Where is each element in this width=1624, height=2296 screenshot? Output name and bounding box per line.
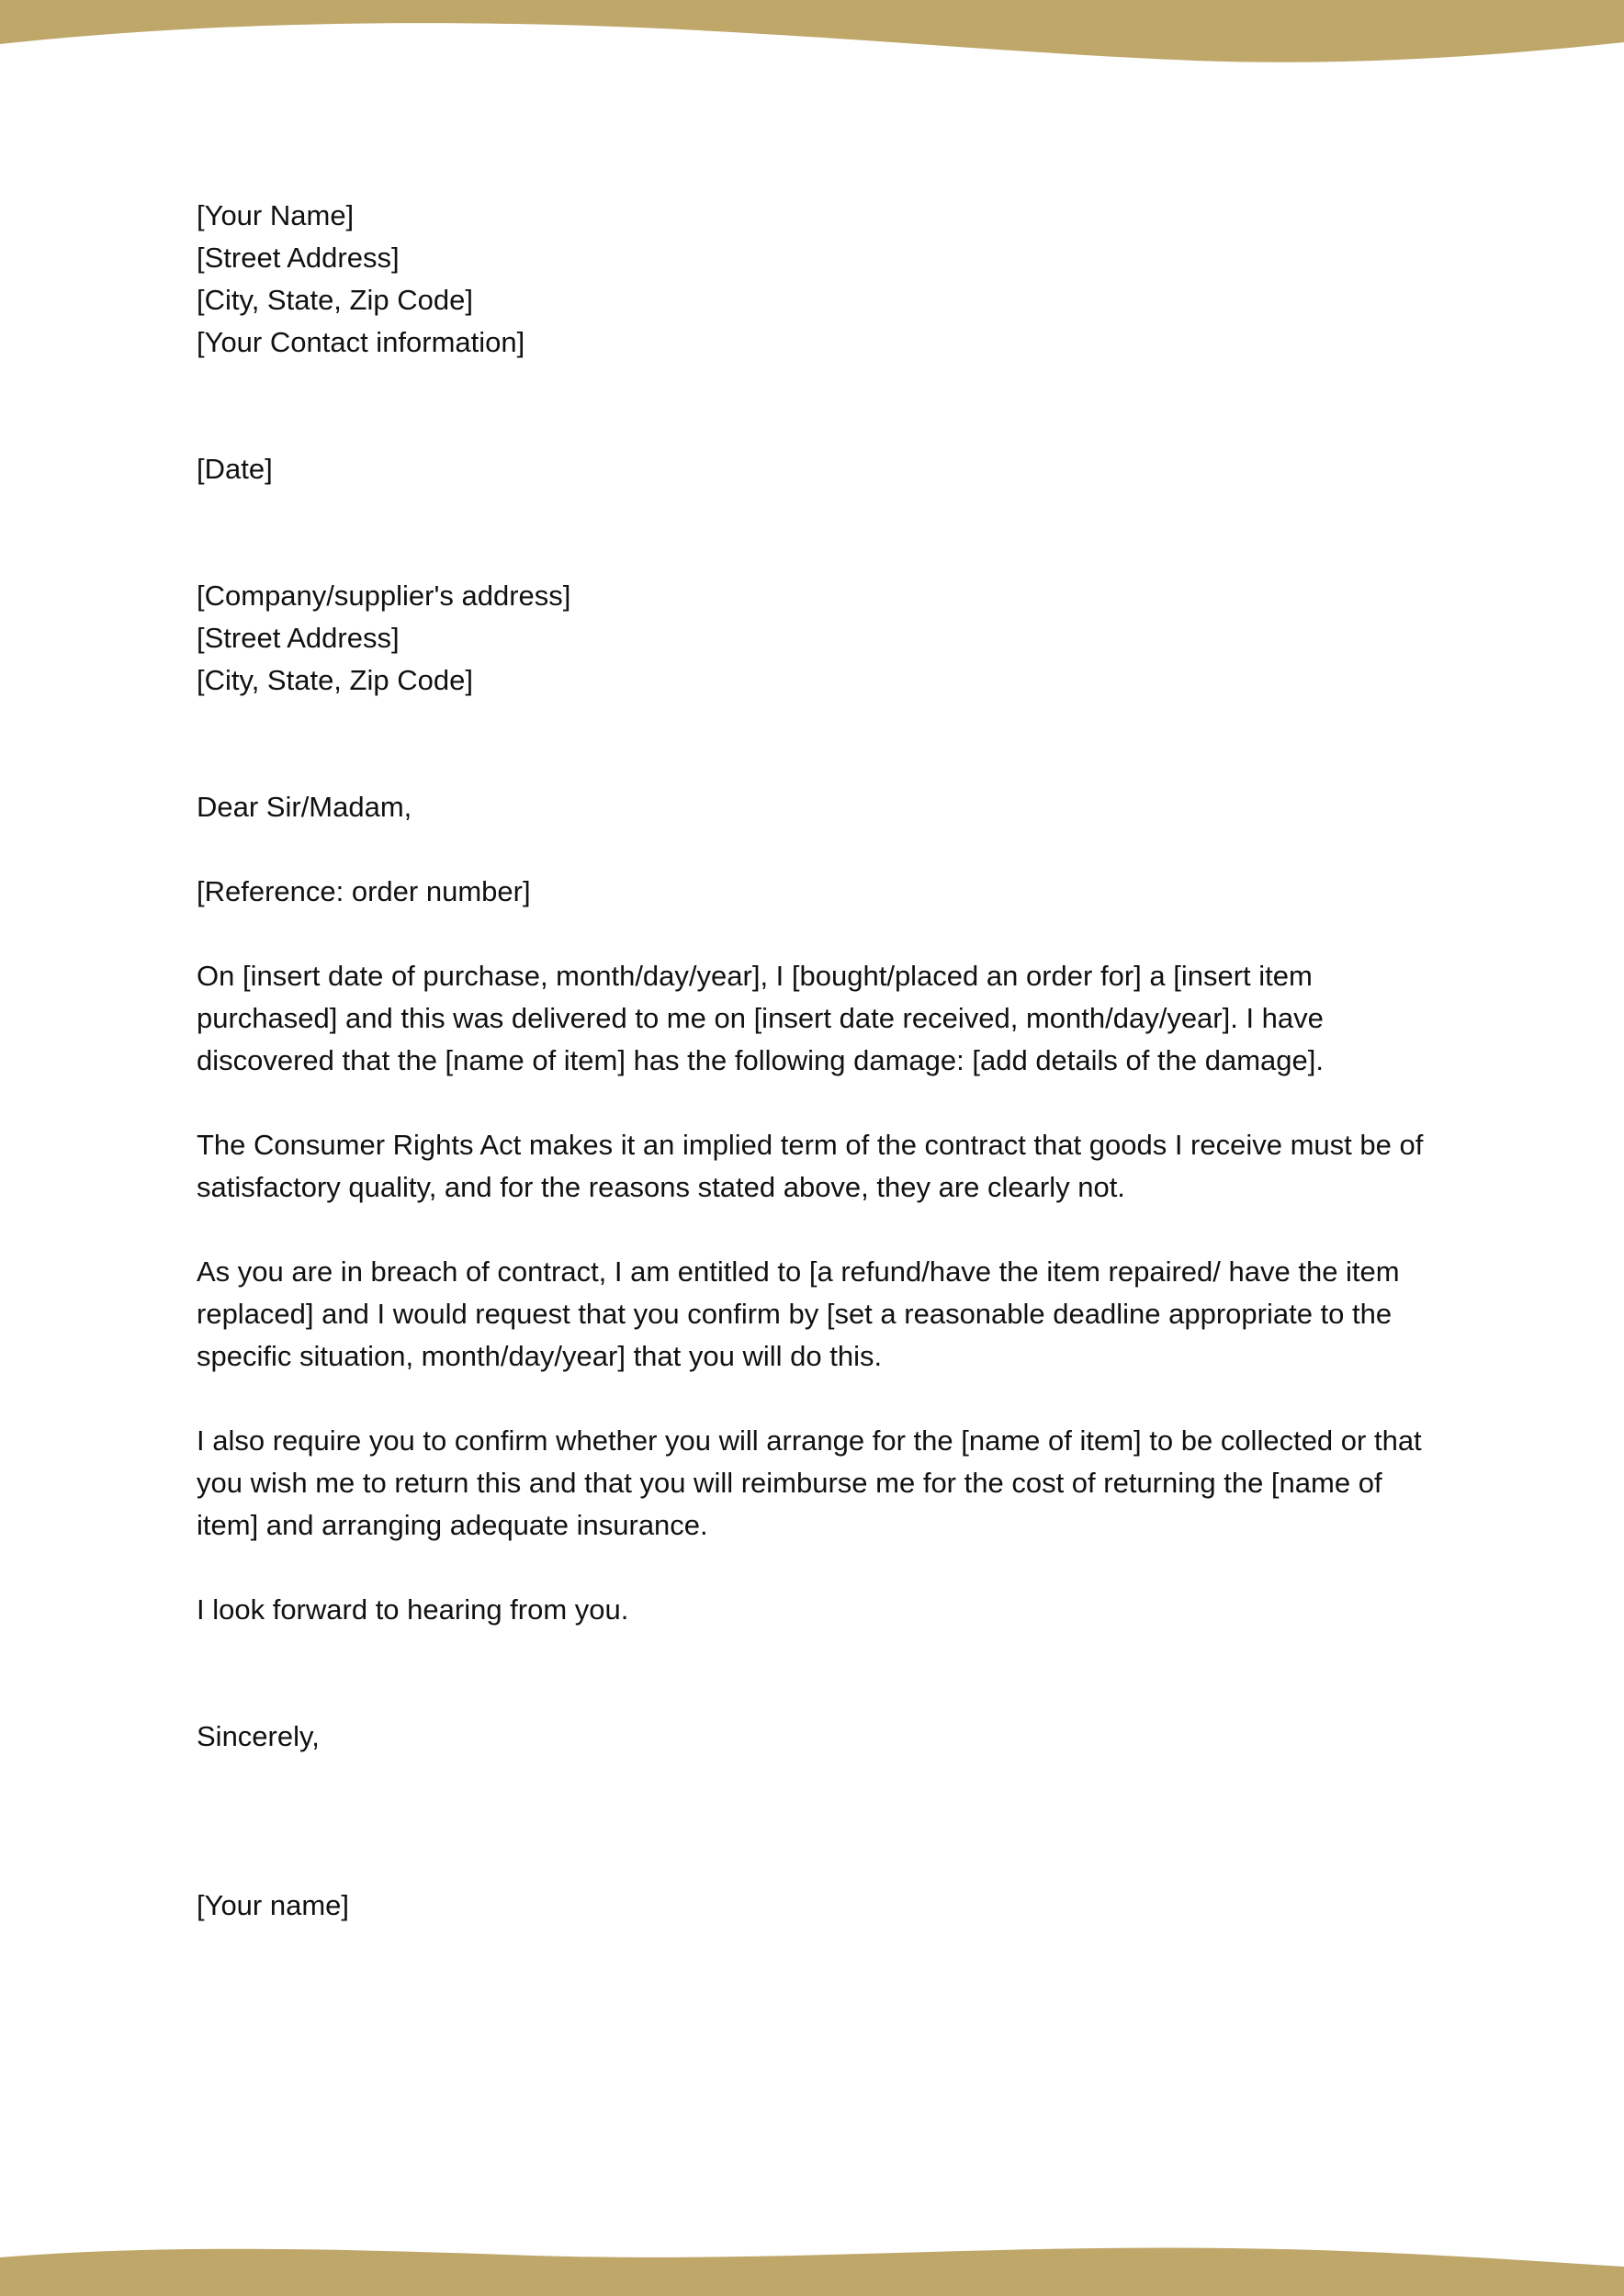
reference-line: [Reference: order number] bbox=[197, 875, 531, 907]
body-paragraph-2-line: The Consumer Rights Act makes it an implied term of the contract that goods I receive must be of bbox=[197, 1129, 1424, 1161]
body-paragraph-1 bbox=[197, 955, 1427, 1082]
top-wave-shape bbox=[0, 0, 1624, 62]
body-paragraph-1-line: purchased] and this was delivered to me on [insert date received, month/day/year]. I have bbox=[197, 1002, 1324, 1034]
bottom-decorative-wave bbox=[0, 2223, 1624, 2296]
closing-paragraph: I look forward to hearing from you. bbox=[197, 1593, 629, 1626]
body-paragraph-1-line: discovered that the [name of item] has the following damage: [add details of the damage]. bbox=[197, 1044, 1324, 1076]
letter-body bbox=[197, 195, 1427, 1927]
top-decorative-wave bbox=[0, 0, 1624, 73]
body-paragraph-3-line: As you are in breach of contract, I am entitled to [a refund/have the item repaired/ have the item bbox=[197, 1255, 1400, 1288]
signature-name: [Your name] bbox=[197, 1889, 350, 1921]
sender-address-block bbox=[197, 195, 1427, 364]
recipient-address-block bbox=[197, 575, 1427, 702]
body-paragraph-2-line: satisfactory quality, and for the reasons stated above, they are clearly not. bbox=[197, 1171, 1125, 1203]
salutation: Dear Sir/Madam, bbox=[197, 791, 412, 823]
sender-contact: [Your Contact information] bbox=[197, 326, 525, 358]
letter-date: [Date] bbox=[197, 453, 273, 485]
sign-off: Sincerely, bbox=[197, 1720, 320, 1752]
body-paragraph-4-line: item] and arranging adequate insurance. bbox=[197, 1509, 708, 1541]
body-paragraph-3 bbox=[197, 1251, 1427, 1378]
sender-city-state-zip: [City, State, Zip Code] bbox=[197, 284, 473, 316]
body-paragraph-4-line: you wish me to return this and that you will reimburse me for the cost of returning the [name of bbox=[197, 1467, 1382, 1499]
body-paragraph-2 bbox=[197, 1124, 1427, 1209]
date-block bbox=[197, 448, 1427, 490]
bottom-wave-shape bbox=[0, 2247, 1624, 2296]
body-paragraph-3-line: specific situation, month/day/year] that you will do this. bbox=[197, 1340, 883, 1372]
body-paragraph-1-line: On [insert date of purchase, month/day/year], I [bought/placed an order for] a [insert item bbox=[197, 960, 1313, 992]
recipient-address: [Company/supplier's address] bbox=[197, 580, 571, 612]
body-paragraph-4 bbox=[197, 1420, 1427, 1547]
recipient-city-state-zip: [City, State, Zip Code] bbox=[197, 664, 473, 696]
body-paragraph-4-line: I also require you to confirm whether you will arrange for the [name of item] to be collected or that bbox=[197, 1424, 1422, 1457]
body-paragraph-3-line: replaced] and I would request that you confirm by [set a reasonable deadline appropriate to the bbox=[197, 1298, 1393, 1330]
sender-name: [Your Name] bbox=[197, 199, 355, 231]
sender-street: [Street Address] bbox=[197, 242, 400, 274]
recipient-street: [Street Address] bbox=[197, 622, 400, 654]
